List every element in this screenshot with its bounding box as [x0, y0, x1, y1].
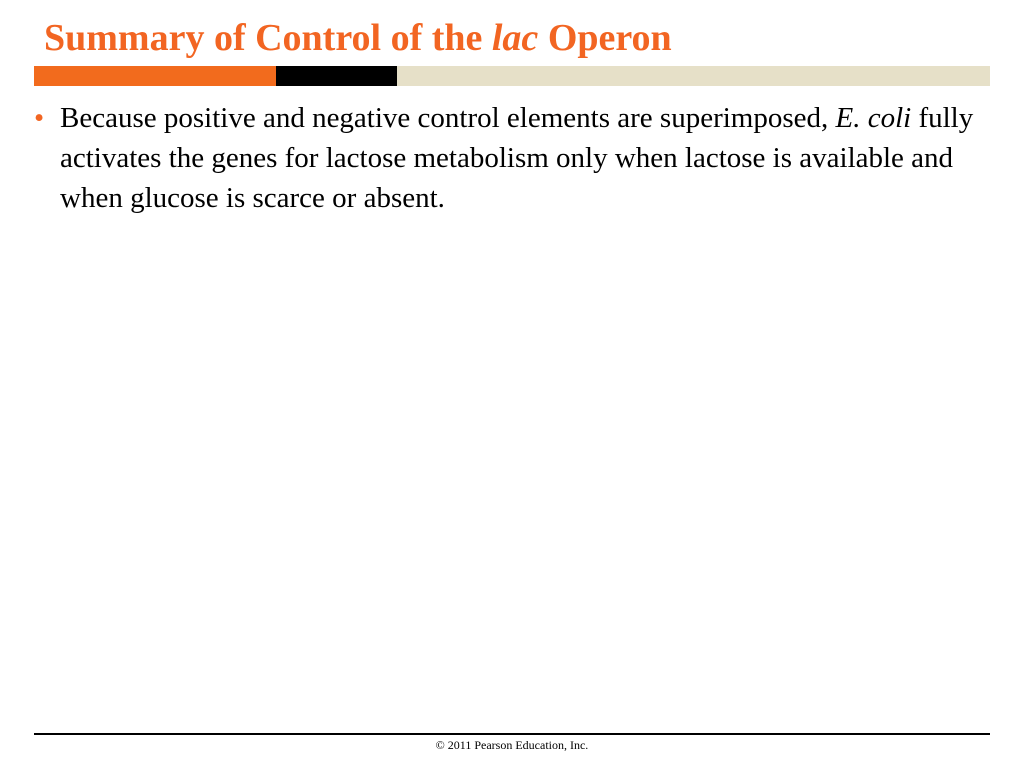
footer-divider [34, 733, 990, 735]
slide-title-part1: Summary of Control of the [44, 17, 492, 59]
copyright-footer: © 2011 Pearson Education, Inc. [435, 738, 589, 752]
bullet-text-end: fully activates the genes for lactose metabolism only when lactose is available and when glucose is scarce or absent. [60, 102, 974, 214]
title-bar-orange-segment [34, 66, 276, 86]
bullet-item [34, 98, 984, 218]
slide-title-italic: lac [491, 17, 539, 59]
bullet-text-start: Because positive and negative control elements are superimposed, [60, 102, 836, 134]
bullet-list [34, 98, 984, 218]
slide-title [44, 14, 672, 62]
title-bar-black-segment [276, 66, 397, 86]
title-bar-beige-segment [397, 66, 990, 86]
bullet-text-italic: E. coli [835, 102, 912, 134]
slide-title-part2: Operon [538, 17, 672, 59]
bullet-marker: • [34, 102, 45, 134]
title-underline-bar [34, 66, 990, 86]
